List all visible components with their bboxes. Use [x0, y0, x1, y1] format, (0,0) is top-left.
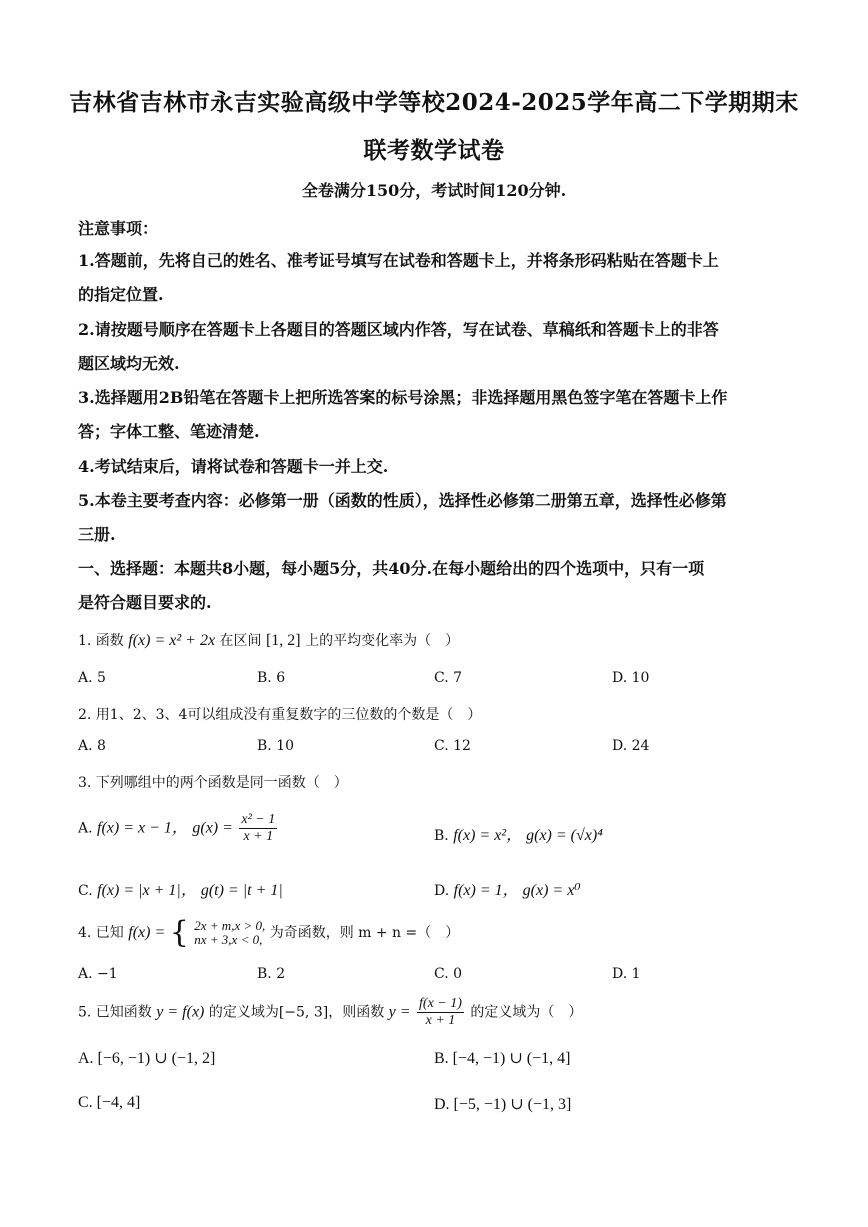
exam-title-line1: 吉林省吉林市永吉实验高级中学等校2024-2025学年高二下学期期末: [69, 89, 799, 116]
q3-option-b-text: f(x) = x²， g(x) = (√x)⁴: [453, 827, 603, 844]
q3-option-a-g: g(x) =: [192, 819, 233, 837]
q1-tail-text: 上的平均变化率为（ ）: [305, 633, 460, 649]
q5-mid-text: 的定义域为[−5, 3]，则函数: [208, 1004, 385, 1021]
q1-function: f(x) = x² + 2x: [128, 632, 216, 649]
q5-option-b: B. [−4, −1) ∪ (−1, 4]: [434, 1050, 571, 1067]
q3-option-c-text: f(x) = |x + 1|， g(t) = |t + 1|: [97, 882, 283, 899]
q3-option-a: [78, 812, 279, 845]
note-line: 4.考试结束后，请将试卷和答题卡一并上交.: [78, 457, 389, 476]
q4-left-brace: {: [169, 915, 189, 950]
q3-option-a-fraction: [239, 812, 277, 845]
q4-case-1: 2x + m,x > 0,: [194, 918, 266, 933]
q5-option-a: A. [−6, −1) ∪ (−1, 2]: [78, 1050, 216, 1067]
q5-tail-text: 的定义域为（ ）: [470, 1004, 583, 1021]
q2-option-c: C. 12: [434, 738, 471, 754]
q3-option-a-f: f(x) = x − 1，: [97, 819, 188, 837]
q4-number: 4. 已知: [78, 925, 124, 941]
q4-option-c: C. 0: [434, 966, 463, 982]
q5-denominator: x + 1: [425, 1013, 456, 1028]
q1-option-d: D. 10: [612, 670, 650, 686]
q3-option-b-label: B.: [434, 828, 449, 844]
note-line: 三册.: [78, 525, 116, 544]
q1-option-a: A. 5: [78, 670, 106, 686]
q3-option-a-label: A.: [78, 820, 93, 837]
note-line: 5.本卷主要考查内容：必修第一册（函数的性质），选择性必修第二册第五章，选择性必修第: [78, 491, 727, 510]
note-line: 题区域均无效.: [78, 354, 180, 373]
question-5: [78, 996, 582, 1029]
question-2: 2. 用1、2、3、4可以组成没有重复数字的三位数的个数是（ ）: [78, 707, 482, 723]
q5-function: y = f(x): [156, 1003, 205, 1021]
question-1: [78, 630, 459, 650]
q2-option-b: B. 10: [257, 738, 295, 754]
note-line: 3.选择题用2B铅笔在答题卡上把所选答案的标号涂黑；非选择题用黑色签字笔在答题卡上作: [78, 388, 728, 407]
q4-option-b: B. 2: [257, 966, 286, 982]
q4-case-2: nx + 3,x < 0,: [194, 932, 263, 947]
q4-cases: [194, 919, 265, 947]
q4-option-a: A. −1: [78, 966, 118, 982]
q3-option-d-text: f(x) = 1， g(x) = x⁰: [453, 882, 581, 899]
q2-option-a: A. 8: [78, 738, 106, 754]
question-3: 3. 下列哪组中的两个函数是同一函数（ ）: [78, 775, 348, 791]
q3-option-d: [434, 877, 581, 900]
note-line: 1.答题前，先将自己的姓名、准考证号填写在试卷和答题卡上，并将条形码粘贴在答题卡上: [78, 251, 719, 270]
q4-tail-text: 为奇函数，则 m + n =（ ）: [269, 925, 460, 941]
q1-interval: [1, 2]: [265, 632, 301, 649]
q3-option-a-denominator: x + 1: [243, 829, 274, 844]
q5-option-c: C. [−4, 4]: [78, 1094, 141, 1111]
q3-option-c: [78, 877, 283, 900]
note-line: 的指定位置.: [78, 285, 164, 304]
q1-mid-text: 在区间: [219, 633, 262, 649]
exam-title-line2: 联考数学试卷: [363, 137, 505, 164]
q3-option-b: [434, 822, 603, 845]
q4-function: f(x) =: [128, 924, 166, 941]
q3-option-c-label: C.: [78, 883, 93, 899]
q1-option-b: B. 6: [257, 670, 286, 686]
q5-numerator: f(x − 1): [419, 996, 462, 1011]
q5-option-d: D. [−5, −1) ∪ (−1, 3]: [434, 1096, 572, 1113]
q5-number: 5. 已知函数: [78, 1004, 152, 1021]
notes-heading: 注意事项：: [78, 219, 159, 238]
exam-subtitle: 全卷满分150分，考试时间120分钟.: [301, 181, 567, 200]
q1-number: 1. 函数: [78, 633, 124, 649]
note-line: 2.请按题号顺序在答题卡上各题目的答题区域内作答，写在试卷、草稿纸和答题卡上的非答: [78, 320, 719, 339]
q5-fraction: [417, 996, 464, 1029]
q1-option-c: C. 7: [434, 670, 463, 686]
q2-option-d: D. 24: [612, 738, 650, 754]
section1-heading: 一、选择题：本题共8小题，每小题5分，共40分.在每小题给出的四个选项中，只有一项: [78, 559, 705, 578]
q4-option-d: D. 1: [612, 966, 641, 982]
section1-heading-cont: 是符合题目要求的.: [78, 593, 212, 612]
q5-y: y =: [388, 1003, 411, 1021]
q3-option-d-label: D.: [434, 883, 450, 899]
note-line: 答；字体工整、笔迹清楚.: [78, 422, 260, 441]
q3-option-a-numerator: x² − 1: [241, 812, 276, 827]
question-4: [78, 915, 460, 950]
